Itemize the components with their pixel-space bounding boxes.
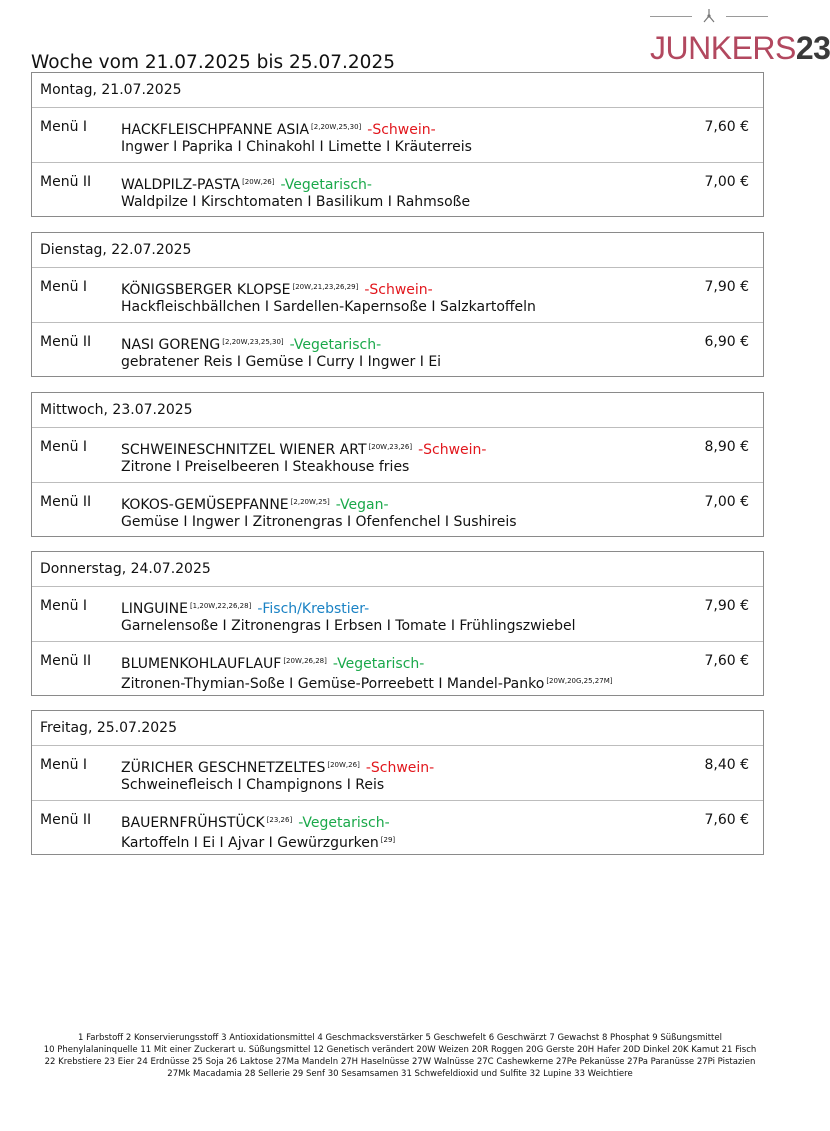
- menu-item: [32, 746, 763, 800]
- dish-allergens: [2,20W,25]: [290, 498, 330, 506]
- diet-tag: -Fisch/Krebstier-: [257, 601, 370, 617]
- dish-name: WALDPILZ-PASTA: [121, 177, 241, 193]
- menu-label: Menü I: [40, 279, 88, 295]
- logo-word: JUNKERS: [650, 30, 796, 66]
- day-date: Mittwoch, 23.07.2025: [32, 393, 763, 428]
- dish-price: 7,00 €: [704, 494, 749, 510]
- dish-allergens: [2,20W,25,30]: [311, 123, 362, 131]
- dish-description-line: [121, 830, 395, 853]
- dish-description: gebratener Reis I Gemüse I Curry I Ingwer I Ei: [121, 354, 442, 370]
- dish-description-line: [121, 137, 472, 157]
- menu-item: [32, 108, 763, 162]
- menu-label: Menü I: [40, 119, 88, 135]
- dish-description-line: [121, 192, 470, 212]
- dish-description: Zitronen-Thymian-Soße I Gemüse-Porreebett I Mandel-Panko: [121, 676, 545, 692]
- dish-price: 7,60 €: [704, 812, 749, 828]
- menu-item: [32, 587, 763, 641]
- dish-allergens: [23,26]: [266, 816, 293, 824]
- dish-allergens: [20W,26]: [327, 761, 360, 769]
- logo-rule-right: [726, 16, 768, 17]
- dish-description-line: [121, 671, 612, 694]
- menu-item: [32, 428, 763, 482]
- menu-label: Menü II: [40, 653, 92, 669]
- description-allergens: [29]: [380, 836, 396, 844]
- dish-description: Schweinefleisch I Champignons I Reis: [121, 777, 385, 793]
- diet-tag: -Vegan-: [335, 497, 389, 513]
- day-date: Dienstag, 22.07.2025: [32, 233, 763, 268]
- menu-label: Menü I: [40, 598, 88, 614]
- diet-tag: -Schwein-: [418, 442, 487, 458]
- dish-description: Garnelensoße I Zitronengras I Erbsen I Tomate I Frühlingszwiebel: [121, 618, 576, 634]
- diet-tag: -Schwein-: [367, 122, 436, 138]
- dish-description: Zitrone I Preiselbeeren I Steakhouse fries: [121, 459, 410, 475]
- logo-rule-left: [650, 16, 692, 17]
- dish-description: Ingwer I Paprika I Chinakohl I Limette I Kräuterreis: [121, 139, 472, 155]
- dish-name: LINGUINE: [121, 601, 188, 617]
- dish-price: 7,90 €: [704, 598, 749, 614]
- allergen-legend: [0, 1032, 800, 1080]
- description-allergens: [20W,20G,25,27M]: [546, 677, 613, 685]
- dish-name: BAUERNFRÜHSTÜCK: [121, 815, 265, 831]
- diet-tag: -Schwein-: [365, 760, 435, 776]
- menu-item: [32, 322, 763, 376]
- dish-description-line: [121, 512, 517, 532]
- dish-price: 8,40 €: [704, 757, 749, 773]
- dish-price: 7,00 €: [704, 174, 749, 190]
- dish-price: 7,60 €: [704, 119, 749, 135]
- day-box: [31, 72, 764, 217]
- menu-item: [32, 268, 763, 322]
- week-title: Woche vom 21.07.2025 bis 25.07.2025: [31, 52, 395, 73]
- menu-item: [32, 162, 763, 216]
- dish-name: KOKOS-GEMÜSEPFANNE: [121, 497, 289, 513]
- dish-description: Kartoffeln I Ei I Ajvar I Gewürzgurken: [121, 835, 379, 851]
- day-box: [31, 551, 764, 696]
- dish-price: 8,90 €: [704, 439, 749, 455]
- logo-text: [650, 28, 830, 68]
- day-box: [31, 710, 764, 855]
- menu-label: Menü II: [40, 494, 92, 510]
- dish-description: Gemüse I Ingwer I Zitronengras I Ofenfenchel I Sushireis: [121, 514, 517, 530]
- day-box: [31, 232, 764, 377]
- legend-line: 1 Farbstoff 2 Konservierungsstoff 3 Antioxidationsmittel 4 Geschmacksverstärker 5 Geschwefelt 6 Geschwärzt 7 Gewachst 8 Phosphat 9 Süßungsmittel: [78, 1033, 722, 1043]
- day-date: Montag, 21.07.2025: [32, 73, 763, 108]
- legend-line: 10 Phenylalaninquelle 11 Mit einer Zuckerart u. Süßungsmittel 12 Genetisch verändert 20W Weizen 20R Roggen 20G Gerste 20H Hafer 20D Dinkel 20K Kamut 21 Fisch: [43, 1045, 757, 1055]
- dish-price: 6,90 €: [704, 334, 749, 350]
- menu-label: Menü I: [40, 757, 88, 773]
- menu-item: [32, 482, 763, 536]
- day-date: Freitag, 25.07.2025: [32, 711, 763, 746]
- dish-allergens: [20W,23,26]: [368, 443, 413, 451]
- dish-description: Hackfleischbällchen I Sardellen-Kapernsoße I Salzkartoffeln: [121, 299, 536, 315]
- dish-allergens: [2,20W,23,25,30]: [222, 338, 284, 346]
- day-box: [31, 392, 764, 537]
- dish-description-line: [121, 457, 409, 477]
- propeller-icon: [701, 8, 717, 24]
- dish-allergens: [20W,26]: [242, 178, 275, 186]
- dish-allergens: [20W,26,28]: [283, 657, 327, 665]
- legend-line: 22 Krebstiere 23 Eier 24 Erdnüsse 25 Soja 26 Laktose 27Ma Mandeln 27H Haselnüsse 27W Walnüsse 27C Cashewkerne 27Pe Pekanüsse 27Pa Paranüsse 27Pi Pistazien: [44, 1057, 756, 1067]
- diet-tag: -Vegetarisch-: [298, 815, 390, 831]
- dish-allergens: [1,20W,22,26,28]: [189, 602, 252, 610]
- dish-name: KÖNIGSBERGER KLOPSE: [121, 282, 291, 298]
- logo-number: 23: [795, 30, 830, 66]
- dish-description-line: [121, 352, 441, 372]
- diet-tag: -Schwein-: [364, 282, 433, 298]
- dish-description: Waldpilze I Kirschtomaten I Basilikum I Rahmsoße: [121, 194, 471, 210]
- menu-label: Menü II: [40, 812, 92, 828]
- junkers-logo: [650, 4, 830, 66]
- menu-label: Menü II: [40, 174, 92, 190]
- day-date: Donnerstag, 24.07.2025: [32, 552, 763, 587]
- dish-name: SCHWEINESCHNITZEL WIENER ART: [121, 442, 367, 458]
- dish-price: 7,60 €: [704, 653, 749, 669]
- diet-tag: -Vegetarisch-: [280, 177, 372, 193]
- dish-description-line: [121, 297, 536, 317]
- legend-line: 27Mk Macadamia 28 Sellerie 29 Senf 30 Sesamsamen 31 Schwefeldioxid und Sulfite 32 Lupine 33 Weichtiere: [167, 1069, 633, 1079]
- menu-item: [32, 641, 763, 695]
- dish-description-line: [121, 775, 384, 795]
- dish-price: 7,90 €: [704, 279, 749, 295]
- dish-allergens: [20W,21,23,26,29]: [292, 283, 359, 291]
- diet-tag: -Vegetarisch-: [289, 337, 382, 353]
- dish-description-line: [121, 616, 575, 636]
- dish-name: BLUMENKOHLAUFLAUF: [121, 656, 282, 672]
- dish-name: ZÜRICHER GESCHNETZELTES: [121, 760, 326, 776]
- dish-name: NASI GORENG: [121, 337, 221, 353]
- dish-name: HACKFLEISCHPFANNE ASIA: [121, 122, 310, 138]
- diet-tag: -Vegetarisch-: [332, 656, 425, 672]
- menu-item: [32, 800, 763, 854]
- menu-label: Menü I: [40, 439, 88, 455]
- menu-label: Menü II: [40, 334, 92, 350]
